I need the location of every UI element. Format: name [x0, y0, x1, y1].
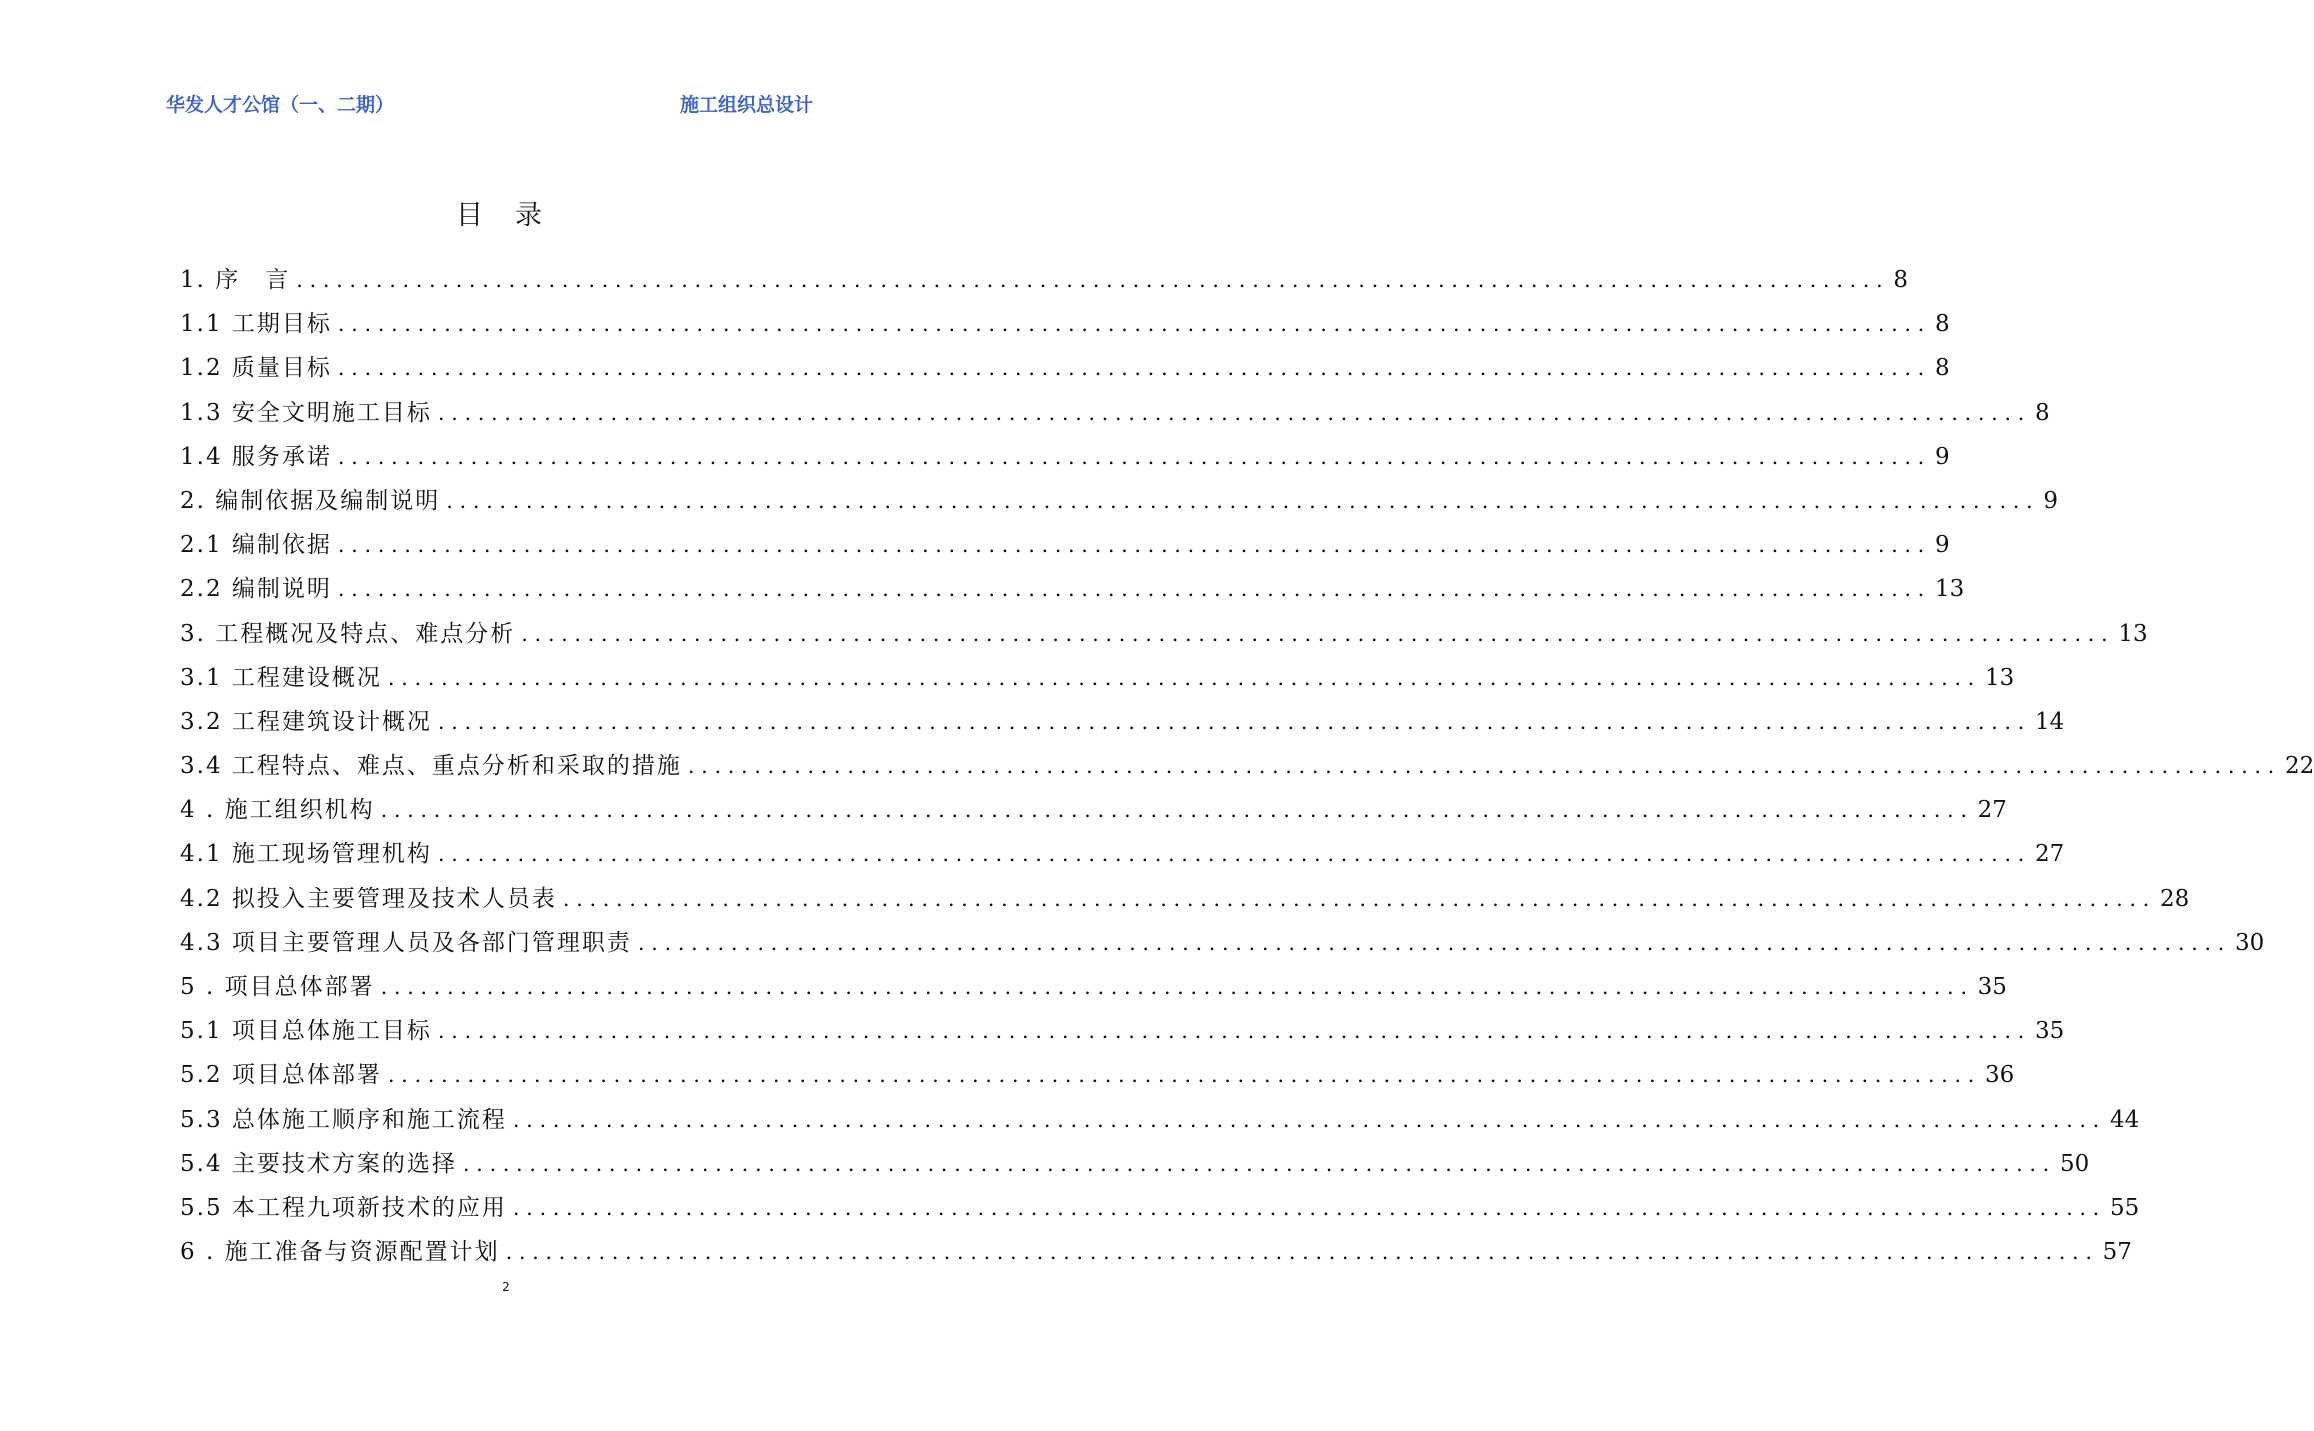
toc-leader-dots: ........................................................................................................................ — [337, 312, 1931, 337]
toc-leader-dots: ........................................................................................................................ — [437, 842, 2031, 867]
toc-entry-page: 9 — [2043, 487, 2058, 514]
toc-entry[interactable] — [180, 612, 2148, 656]
toc-leader-dots: ........................................................................................................................ — [437, 1019, 2031, 1044]
toc-entry-label: 1.4 服务承诺 — [180, 443, 332, 470]
toc-leader-dots: ........................................................................................................................ — [437, 709, 2031, 734]
toc-entry[interactable] — [180, 1142, 2090, 1186]
toc-entry[interactable] — [180, 523, 1950, 567]
toc-entry-label: 2.2 编制说明 — [180, 576, 332, 603]
toc-leader-dots: ........................................................................................................................ — [437, 400, 2031, 425]
toc-entry[interactable] — [180, 744, 2314, 788]
table-of-contents — [180, 258, 2314, 1274]
toc-entry[interactable] — [180, 435, 1950, 479]
toc-entry-page: 22 — [2284, 753, 2314, 780]
toc-entry-page: 13 — [1934, 576, 1965, 603]
toc-leader-dots: ........................................................................................................................ — [337, 356, 1931, 381]
toc-leader-dots: ........................................................................................................................ — [296, 268, 1890, 292]
toc-leader-dots: ........................................................................................................................ — [512, 1195, 2106, 1220]
toc-leader-dots: ........................................................................................................................ — [562, 886, 2156, 911]
toc-entry[interactable] — [180, 1098, 2140, 1142]
toc-entry-label: 4.2 拟投入主要管理及技术人员表 — [180, 885, 557, 912]
toc-entry-page: 8 — [1893, 267, 1908, 293]
toc-entry-label: 3.1 工程建设概况 — [180, 664, 382, 691]
toc-entry-label: 4.3 项目主要管理人员及各部门管理职责 — [180, 929, 632, 956]
toc-entry-page: 8 — [1934, 311, 1950, 338]
toc-entry[interactable] — [180, 302, 1950, 346]
toc-entry[interactable] — [180, 1186, 2140, 1230]
toc-entry-page: 9 — [1934, 443, 1950, 470]
toc-entry-page: 35 — [1977, 974, 2007, 1000]
toc-entry[interactable] — [180, 1230, 2132, 1274]
toc-leader-dots: ........................................................................................................................ — [337, 577, 1931, 602]
toc-entry-label: 5.2 项目总体部署 — [180, 1062, 382, 1089]
toc-entry-page: 27 — [1977, 797, 2007, 824]
toc-entry-page: 8 — [1934, 355, 1950, 382]
toc-leader-dots: ........................................................................................................................ — [380, 975, 1974, 999]
toc-entry[interactable] — [180, 877, 2190, 921]
toc-entry-label: 2.1 编制依据 — [180, 532, 332, 559]
toc-entry[interactable] — [180, 346, 1950, 390]
toc-entry-page: 55 — [2109, 1194, 2140, 1221]
toc-entry-label: 3. 工程概况及特点、难点分析 — [180, 620, 516, 647]
toc-entry-page: 57 — [2102, 1239, 2132, 1266]
toc-entry[interactable] — [180, 788, 2007, 832]
toc-entry[interactable] — [180, 965, 2007, 1009]
toc-entry[interactable] — [180, 921, 2265, 965]
toc-entry-page: 9 — [1934, 532, 1950, 559]
toc-leader-dots: ........................................................................................................................ — [337, 444, 1931, 469]
toc-entry-label: 5.3 总体施工顺序和施工流程 — [180, 1106, 507, 1133]
toc-entry-label: 4.1 施工现场管理机构 — [180, 841, 432, 868]
toc-entry-label: 3.2 工程建筑设计概况 — [180, 708, 432, 735]
toc-entry-page: 44 — [2109, 1106, 2140, 1133]
toc-leader-dots: ........................................................................................................................ — [505, 1240, 2099, 1265]
toc-entry-label: 2. 编制依据及编制说明 — [180, 487, 441, 514]
toc-entry-page: 27 — [2034, 841, 2065, 868]
toc-entry-page: 30 — [2234, 929, 2265, 956]
page-number: 2 — [502, 1280, 510, 1294]
toc-leader-dots: ........................................................................................................................ — [387, 665, 1981, 690]
header-project-name: 华发人才公馆（一、二期） — [166, 94, 395, 116]
toc-entry-label: 1.1 工期目标 — [180, 311, 332, 338]
toc-entry-label: 6 . 施工准备与资源配置计划 — [180, 1239, 500, 1266]
toc-entry-label: 5.5 本工程九项新技术的应用 — [180, 1194, 507, 1221]
header-document-type: 施工组织总设计 — [680, 94, 814, 116]
toc-entry[interactable] — [180, 479, 2058, 523]
toc-entry-page: 28 — [2159, 885, 2190, 912]
toc-entry-page: 13 — [1984, 664, 2015, 691]
toc-leader-dots: ........................................................................................................................ — [337, 533, 1931, 558]
toc-entry-page: 50 — [2059, 1150, 2090, 1177]
toc-leader-dots: ........................................................................................................................ — [380, 798, 1974, 823]
toc-entry-page: 14 — [2034, 708, 2065, 735]
toc-leader-dots: ........................................................................................................................ — [446, 488, 2040, 513]
toc-entry-page: 36 — [1984, 1062, 2015, 1089]
toc-entry-label: 4 . 施工组织机构 — [180, 797, 375, 824]
toc-leader-dots: ........................................................................................................................ — [387, 1063, 1981, 1088]
toc-entry[interactable] — [180, 1053, 2015, 1097]
toc-entry-page: 13 — [2118, 620, 2148, 647]
toc-entry-label: 5.1 项目总体施工目标 — [180, 1018, 432, 1045]
toc-title: 目录 — [456, 200, 574, 231]
toc-leader-dots: ........................................................................................................................ — [637, 930, 2231, 955]
toc-entry[interactable] — [180, 391, 2050, 435]
toc-entry-label: 5.4 主要技术方案的选择 — [180, 1150, 457, 1177]
toc-leader-dots: ........................................................................................................................ — [462, 1151, 2056, 1176]
toc-entry-page: 8 — [2034, 399, 2050, 426]
toc-leader-dots: ........................................................................................................................ — [687, 754, 2281, 779]
toc-entry-label: 1. 序 言 — [180, 267, 291, 293]
toc-entry-label: 5 . 项目总体部署 — [180, 974, 375, 1000]
toc-leader-dots: ........................................................................................................................ — [521, 621, 2115, 646]
toc-entry-label: 1.3 安全文明施工目标 — [180, 399, 432, 426]
toc-entry-label: 1.2 质量目标 — [180, 355, 332, 382]
toc-entry[interactable] — [180, 832, 2065, 876]
toc-entry[interactable] — [180, 700, 2065, 744]
toc-entry[interactable] — [180, 656, 2015, 700]
toc-entry[interactable] — [180, 1009, 2065, 1053]
toc-leader-dots: ........................................................................................................................ — [512, 1107, 2106, 1132]
toc-entry[interactable] — [180, 567, 1965, 611]
toc-entry-label: 3.4 工程特点、难点、重点分析和采取的措施 — [180, 753, 682, 780]
toc-entry[interactable] — [180, 258, 1908, 302]
toc-entry-page: 35 — [2034, 1018, 2065, 1045]
